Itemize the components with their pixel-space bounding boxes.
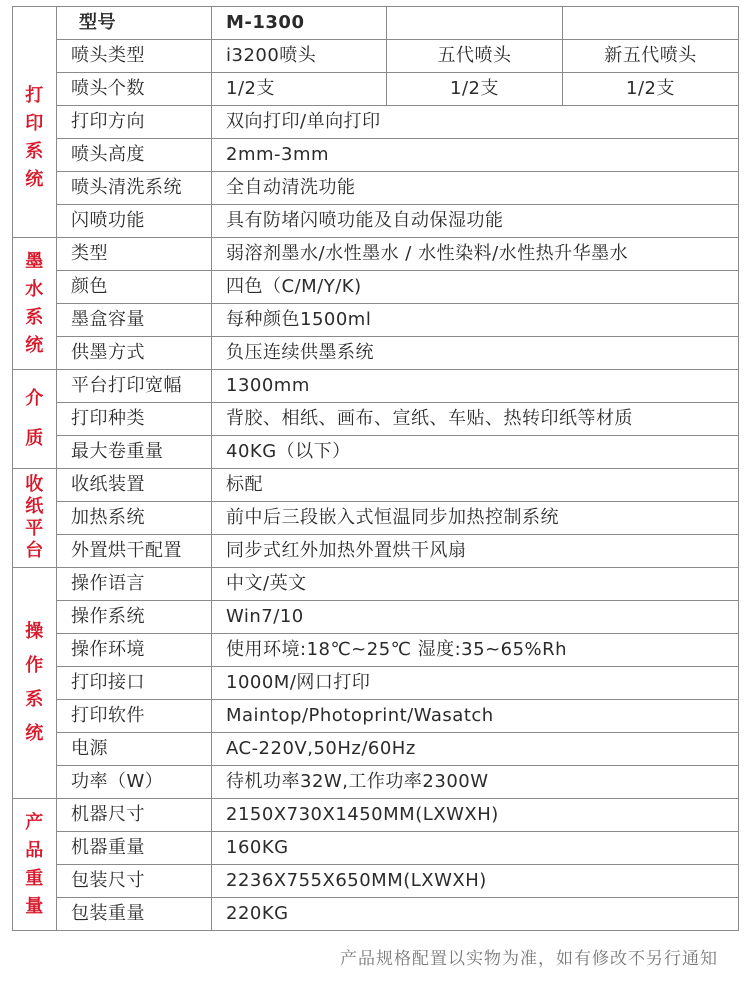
model-value: M-1300 xyxy=(212,7,387,40)
table-row xyxy=(13,40,739,73)
row-value: 背胶、相纸、画布、宣纸、车贴、热转印纸等材质 xyxy=(212,403,739,436)
row-label: 供墨方式 xyxy=(57,337,212,370)
row-value: 2236X755X650MM(LXWXH) xyxy=(212,865,739,898)
table-row xyxy=(13,865,739,898)
row-value: 待机功率32W,工作功率2300W xyxy=(212,766,739,799)
row-value: 中文/英文 xyxy=(212,568,739,601)
category-printing-system: 打 印 系 统 xyxy=(13,40,57,238)
row-value: AC-220V,50Hz/60Hz xyxy=(212,733,739,766)
row-value: Win7/10 xyxy=(212,601,739,634)
table-row xyxy=(13,370,739,403)
table-row xyxy=(13,139,739,172)
row-value: 2mm-3mm xyxy=(212,139,739,172)
table-row xyxy=(13,568,739,601)
header-row xyxy=(13,7,739,40)
row-value: 双向打印/单向打印 xyxy=(212,106,739,139)
row-label: 颜色 xyxy=(57,271,212,304)
table-row xyxy=(13,238,739,271)
row-label: 平台打印宽幅 xyxy=(57,370,212,403)
category-media: 介 质 xyxy=(13,370,57,469)
row-value: 负压连续供墨系统 xyxy=(212,337,739,370)
row-label: 外置烘干配置 xyxy=(57,535,212,568)
spec-table xyxy=(12,6,739,931)
row-value: 1000M/网口打印 xyxy=(212,667,739,700)
row-value: 每种颜色1500ml xyxy=(212,304,739,337)
row-value: 弱溶剂墨水/水性墨水 / 水性染料/水性热升华墨水 xyxy=(212,238,739,271)
row-value: 1300mm xyxy=(212,370,739,403)
footnote: 产品规格配置以实物为准，如有修改不另行通知 xyxy=(340,949,718,969)
row-value: 1/2支 xyxy=(563,73,739,106)
table-row xyxy=(13,502,739,535)
row-value: 五代喷头 xyxy=(387,40,563,73)
table-row xyxy=(13,271,739,304)
row-label: 闪喷功能 xyxy=(57,205,212,238)
row-value: 1/2支 xyxy=(212,73,387,106)
row-label: 打印种类 xyxy=(57,403,212,436)
row-value: Maintop/Photoprint/Wasatch xyxy=(212,700,739,733)
table-row xyxy=(13,700,739,733)
row-value: 160KG xyxy=(212,832,739,865)
row-label: 打印软件 xyxy=(57,700,212,733)
row-label: 喷头高度 xyxy=(57,139,212,172)
table-row xyxy=(13,601,739,634)
category-take-up: 收 纸 平 台 xyxy=(13,469,57,568)
row-value: 220KG xyxy=(212,898,739,931)
row-label: 最大卷重量 xyxy=(57,436,212,469)
category-ink-system: 墨 水 系 统 xyxy=(13,238,57,370)
table-row xyxy=(13,205,739,238)
table-row xyxy=(13,898,739,931)
table-row xyxy=(13,469,739,502)
category-product: 产 品 重 量 xyxy=(13,799,57,931)
table-row xyxy=(13,172,739,205)
row-label: 类型 xyxy=(57,238,212,271)
row-label: 喷头个数 xyxy=(57,73,212,106)
header-empty-cell xyxy=(387,7,563,40)
row-label: 收纸装置 xyxy=(57,469,212,502)
row-label: 操作系统 xyxy=(57,601,212,634)
row-value: 标配 xyxy=(212,469,739,502)
table-row xyxy=(13,403,739,436)
row-label: 机器重量 xyxy=(57,832,212,865)
row-label: 加热系统 xyxy=(57,502,212,535)
table-row xyxy=(13,535,739,568)
table-row xyxy=(13,73,739,106)
row-value: 新五代喷头 xyxy=(563,40,739,73)
row-value: 前中后三段嵌入式恒温同步加热控制系统 xyxy=(212,502,739,535)
row-label: 机器尺寸 xyxy=(57,799,212,832)
row-label: 墨盒容量 xyxy=(57,304,212,337)
header-corner xyxy=(13,7,57,40)
row-value: 2150X730X1450MM(LXWXH) xyxy=(212,799,739,832)
table-row xyxy=(13,304,739,337)
row-label: 功率（W） xyxy=(57,766,212,799)
row-value: 使用环境:18℃~25℃ 湿度:35~65%Rh xyxy=(212,634,739,667)
table-row xyxy=(13,799,739,832)
table-row xyxy=(13,436,739,469)
row-label: 喷头清洗系统 xyxy=(57,172,212,205)
row-value: 具有防堵闪喷功能及自动保湿功能 xyxy=(212,205,739,238)
table-row xyxy=(13,766,739,799)
table-row xyxy=(13,667,739,700)
model-label: 型号 xyxy=(57,7,212,40)
row-label: 包装尺寸 xyxy=(57,865,212,898)
row-label: 打印接口 xyxy=(57,667,212,700)
row-label: 打印方向 xyxy=(57,106,212,139)
table-row xyxy=(13,733,739,766)
row-value: i3200喷头 xyxy=(212,40,387,73)
row-label: 喷头类型 xyxy=(57,40,212,73)
table-row xyxy=(13,337,739,370)
row-value: 1/2支 xyxy=(387,73,563,106)
table-row xyxy=(13,634,739,667)
category-operation-system: 操 作 系 统 xyxy=(13,568,57,799)
table-row xyxy=(13,106,739,139)
row-label: 操作语言 xyxy=(57,568,212,601)
row-label: 包装重量 xyxy=(57,898,212,931)
table-row xyxy=(13,832,739,865)
row-label: 操作环境 xyxy=(57,634,212,667)
row-value: 40KG（以下） xyxy=(212,436,739,469)
row-label: 电源 xyxy=(57,733,212,766)
row-value: 全自动清洗功能 xyxy=(212,172,739,205)
row-value: 四色（C/M/Y/K) xyxy=(212,271,739,304)
row-value: 同步式红外加热外置烘干风扇 xyxy=(212,535,739,568)
header-empty-cell xyxy=(563,7,739,40)
